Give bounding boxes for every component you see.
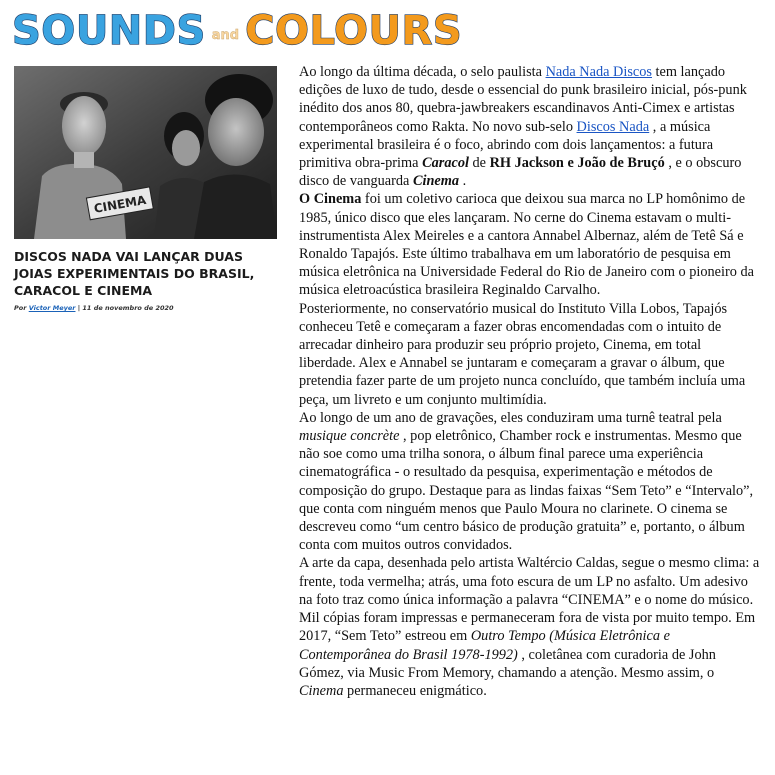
byline-separator: | [77, 304, 81, 312]
publish-date: 11 de novembro de 2020 [82, 304, 174, 312]
logo-sounds-text: SOUNDS [12, 8, 206, 54]
p4-text-b: , pop eletrônico, Chamber rock e instrumentas. Mesmo que não soe como uma trilha sonora, o álbum final parece uma experiência cinematográfica - o resultado da pesquisa, experimentação e métodos de composição do grupo. Destaque para as lindas faixas “Sem Teto” e “Intervalo”, que conta com ninguém menos que Paulo Moura no clarinete. O cinema se descreveu como “um centro básico de produção gratuita” e, portanto, o álbum conta com muitos outros convidados. [299, 428, 754, 554]
p5-text-b: , coletânea com curadoria de John Gómez, via Music From Memory, chamando a atenção. Mesmo assim, o [299, 646, 716, 681]
byline-prefix: Por [14, 304, 27, 312]
cinema-title: Cinema [412, 173, 460, 190]
p4-text-a: Ao longo de um ano de gravações, eles conduziram uma turnê teatral pela [299, 409, 722, 426]
o-cinema-strong: O Cinema [299, 191, 362, 208]
paragraph-4 [299, 409, 761, 555]
cinema-sign-text: CINEMA [92, 192, 148, 216]
featured-photo[interactable] [14, 66, 277, 239]
article-headline: DISCOS NADA VAI LANÇAR DUAS JOIAS EXPERIMENTAIS DO BRASIL, CARACOL E CINEMA [14, 249, 255, 298]
logo-and-text: and [211, 28, 240, 43]
outro-tempo-em: Outro Tempo (Música Eletrônica e Contemporânea do Brasil 1978-1992) [299, 628, 670, 663]
p1-text-e: , e o obscuro disco de vanguarda [299, 155, 742, 190]
p1-text-c: , a música experimental brasileira é o foco, abrindo com dois lançamentos: a futura primitiva obra-prima [299, 118, 714, 172]
byline [14, 304, 174, 312]
site-logo[interactable] [12, 5, 462, 53]
cinema-em: Cinema [299, 682, 344, 699]
p1-text-d: de [468, 155, 490, 172]
band-photo-image [14, 66, 277, 239]
p1-text-f: . [459, 173, 467, 190]
article-body [299, 63, 761, 700]
p1-text-b: tem lançado edições de luxo de tudo, desde o essencial do punk brasileiro inicial, pós-punk inédito dos anos 80, quebra-jawbreakers escandinavos Anti-Cimex e artistas contemporâneos como Rakta. No novo sub-selo [299, 64, 747, 135]
p2-text: foi um coletivo carioca que deixou sua marca no LP homônimo de 1985, único disco que eles lançaram. No cerne do Cinema estavam o multi-instrumentista Alex Meireles e a cantora Annabel Albernaz, além de Tetê Sá e Ronaldo Tapajós. Este último trabalhava em um laboratório de pesquisa em música eletrônica na Universidade Federal do Rio de Janeiro com o pioneiro da música eletroacústica brasileira Reginaldo Carvalho. [299, 191, 754, 299]
nada-nada-discos-link[interactable]: Nada Nada Discos [545, 64, 652, 80]
author-link[interactable]: Victor Meyer [28, 304, 76, 312]
caracol-title: Caracol [422, 155, 469, 172]
paragraph-2 [299, 190, 761, 299]
logo-colours-text: COLOURS [245, 8, 463, 54]
discos-nada-link[interactable]: Discos Nada [576, 118, 650, 135]
paragraph-5 [299, 554, 761, 700]
musique-concrete-em: musique concrète [299, 428, 400, 445]
p5-text-c: permaneceu enigmático. [343, 682, 487, 699]
p5-text-a: A arte da capa, desenhada pelo artista Waltércio Caldas, segue o mesmo clima: a frente, toda vermelha; atrás, uma foto escura de um LP no asfalto. Um adesivo na foto traz como única informação a palavra “CINEMA” e o nome do músico. Mil cópias foram impressas e permaneceram fora de vista por muito tempo. Em 2017, “Sem Teto” estreou em [299, 555, 760, 645]
paragraph-3: Posteriormente, no conservatório musical do Instituto Villa Lobos, Tapajós conheceu Tetê e começaram a fazer obras encomendadas com o intuito de arrecadar dinheiro para produzir seu próprio projeto, Cinema, em total liberdade. Alex e Annabel se juntaram e começaram a gravar o álbum, que pretendia fazer parte de um projeto nunca concluído, que também incluía uma peça, um livreto e um conjunto multimídia. [299, 300, 746, 408]
p1-text-a: Ao longo da última década, o selo paulista [299, 64, 546, 80]
caracol-artists: RH Jackson e João de Bruçó [489, 155, 665, 172]
paragraph-1 [299, 63, 761, 190]
